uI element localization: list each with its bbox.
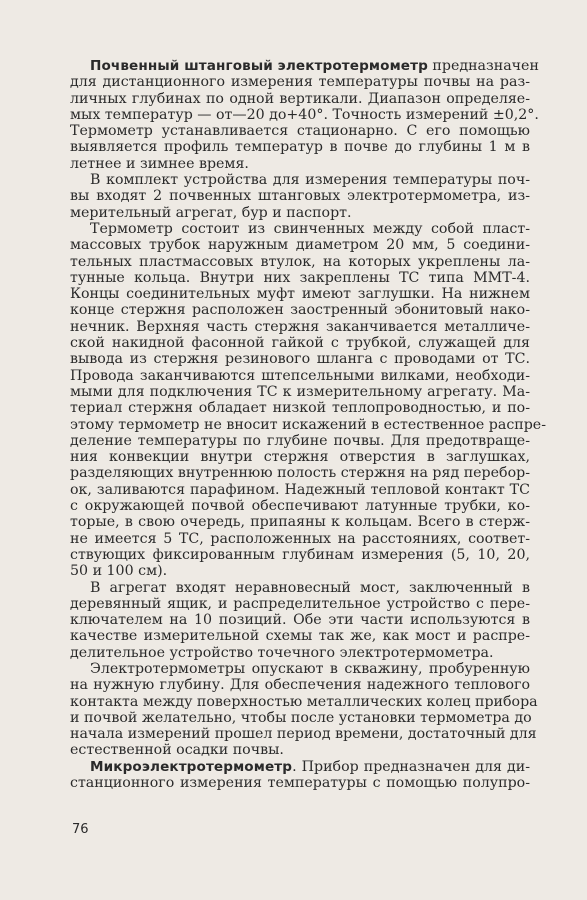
paragraph [70,58,539,172]
section-heading: Почвенный штанговый электротермометр [90,58,428,74]
text-line: ок, заливаются парафином. Надежный тепловой контакт ТС [70,481,530,498]
text-line: ключателем на 10 позиций. Обе эти части используются в [70,612,530,629]
text-line: вывода из стержня резинового шланга с проводами от ТС. [70,351,530,368]
text-line: Провода заканчиваются штепсельными вилками, необходи- [70,367,530,384]
text-line: тунные кольца. Внутри них закреплены ТС типа ММТ-4. [70,269,530,286]
text-line: этому термометр не вносит искажений в естественное распре- [70,416,547,433]
text-line: мыми для подключения ТС к измерительному агрегату. Ма- [70,383,530,400]
text-line: торые, в свою очередь, припаяны к кольцам. Всего в стерж- [70,514,530,531]
paragraph-first-line-text: . Прибор предназначен для ди- [292,758,530,775]
text-line: личных глубинах по одной вертикали. Диапазон определяе- [70,90,530,107]
text-line: и почвой желательно, чтобы после установки термометра до [70,709,532,726]
text-line: массовых трубок наружным диаметром 20 мм, 5 соедини- [70,237,530,254]
text-line: качестве измерительной схемы так же, как мост и распре- [70,628,530,645]
text-line: териал стержня обладает низкой теплопроводностью, и по- [70,400,530,417]
text-line: естественной осадки почвы. [70,742,284,759]
paragraph-first-line [70,580,530,596]
text-line: Термометр устанавливается стационарно. С его помощью [70,123,530,140]
text-line: выявляется профиль температур в почве до глубины 1 м в [70,139,530,156]
text-line: летнее и зимнее время. [70,155,249,172]
text-line: разделяющих внутреннюю полость стержня на ряд перебор- [70,465,530,482]
text-line: вы входят 2 почвенных штанговых электротермометра, из- [70,188,530,205]
paragraph-first-line-text: предназначен [427,58,539,74]
text-line: тельных пластмассовых втулок, на которых укреплены ла- [70,253,530,270]
text-line: на нужную глубину. Для обеспечения надежного теплового [70,677,530,694]
page-body-text [70,58,547,792]
paragraph-first-line-text: В комплект устройства для измерения температуры поч- [90,172,530,189]
text-line: ния конвекции внутри стержня отверстия в заглушках, [70,449,530,466]
text-line: контакта между поверхностью металлических колец прибора [70,693,538,710]
text-line: 50 и 100 см). [70,563,168,580]
paragraph [70,172,530,221]
text-line: нечник. Верхняя часть стержня заканчивается металличе- [70,318,530,335]
text-line: Концы соединительных муфт имеют заглушки. На нижнем [70,286,530,303]
text-line: деление температуры по глубине почвы. Для предотвраще- [70,432,530,449]
paragraph [70,759,530,792]
paragraph-first-line [70,759,530,775]
text-line: мерительный агрегат, бур и паспорт. [70,204,352,221]
text-line: для дистанционного измерения температуры почвы на раз- [70,74,530,91]
text-line: мых температур — от—20 до+40°. Точность измерений ±0,2°. [70,106,539,123]
text-line: конце стержня расположен заостренный эбонитовый нако- [70,302,530,319]
text-line: деревянный ящик, и распределительное устройство с пере- [70,595,530,612]
text-line: ской накидной фасонной гайкой с трубкой, служащей для [70,335,530,352]
text-line: делительное устройство точечного электротермометра. [70,644,494,661]
text-line: с окружающей почвой обеспечивают латунные трубки, ко- [70,498,530,515]
text-line: не имеется 5 ТС, расположенных на расстояниях, соответ- [70,530,530,547]
paragraph-first-line [70,58,539,74]
paragraph [70,220,547,580]
section-heading: Микроэлектротермометр [90,758,293,775]
paragraph-first-line [70,221,530,237]
text-line: станционного измерения температуры с помощью полупро- [70,775,530,792]
paragraph-first-line-text: Термометр состоит из свинченных между собой пласт- [90,220,530,237]
text-line: ствующих фиксированным глубинам измерения (5, 10, 20, [70,546,530,563]
paragraph-first-line [70,172,530,188]
paragraph [70,660,538,759]
page-number: 76 [72,822,89,837]
paragraph-first-line [70,661,530,677]
paragraph [70,580,530,661]
text-line: начала измерений прошел период времени, достаточный для [70,726,537,743]
paragraph-first-line-text: В агрегат входят неравновесный мост, заключенный в [90,579,530,596]
paragraph-first-line-text: Электротермометры опускают в скважину, пробуренную [90,660,530,677]
